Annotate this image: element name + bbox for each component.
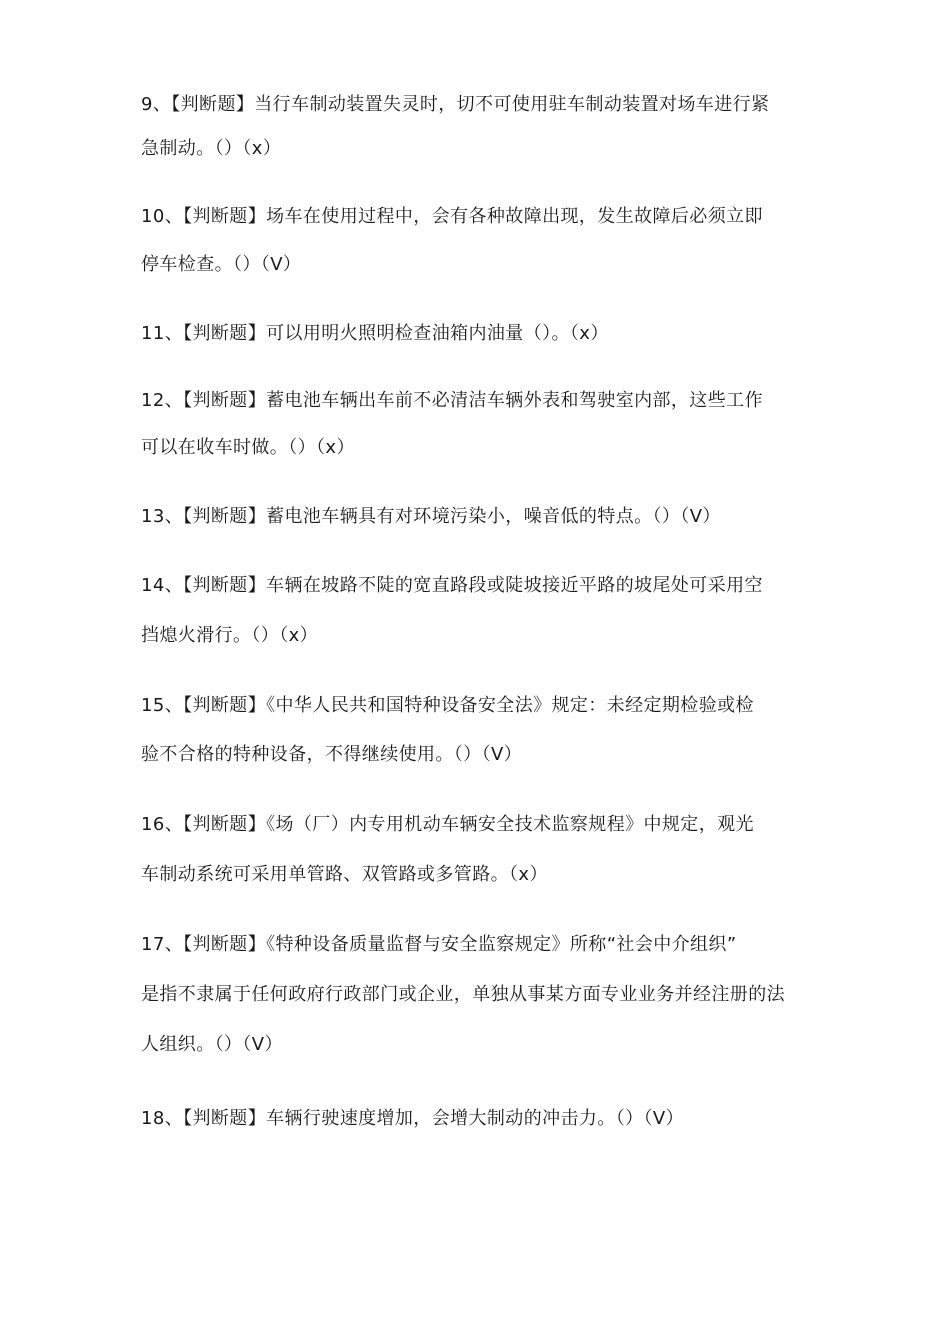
- question-16-line-1: 16、【判断题】《场（厂）内专用机动车辆安全技术监察规程》中规定，观光: [141, 814, 754, 835]
- question-10-line-1: 10、【判断题】场车在使用过程中，会有各种故障出现，发生故障后必须立即: [141, 206, 763, 227]
- question-11-line-1: 11、【判断题】可以用明火照明检查油箱内油量（）。（x）: [141, 323, 609, 344]
- question-9-line-1: 9、【判断题】当行车制动装置失灵时，切不可使用驻车制动装置对场车进行紧: [141, 94, 770, 115]
- question-15-line-2: 验不合格的特种设备，不得继续使用。（）（V）: [141, 744, 523, 765]
- question-14-line-2: 挡熄火滑行。（）（x）: [141, 625, 319, 646]
- question-10-line-2: 停车检查。（）（V）: [141, 254, 302, 275]
- question-9-line-2: 急制动。（）（x）: [141, 138, 282, 159]
- question-14-line-1: 14、【判断题】车辆在坡路不陡的宽直路段或陡坡接近平路的坡尾处可采用空: [141, 575, 763, 596]
- question-12-line-1: 12、【判断题】蓄电池车辆出车前不必清洁车辆外表和驾驶室内部，这些工作: [141, 390, 763, 411]
- question-17-line-2: 是指不隶属于任何政府行政部门或企业，单独从事某方面专业业务并经注册的法: [141, 984, 785, 1005]
- question-17-line-3: 人组织。（）（V）: [141, 1034, 283, 1055]
- question-13-line-1: 13、【判断题】蓄电池车辆具有对环境污染小，噪音低的特点。（）（V）: [141, 506, 721, 527]
- question-15-line-1: 15、【判断题】《中华人民共和国特种设备安全法》规定：未经定期检验或检: [141, 695, 754, 716]
- question-18-line-1: 18、【判断题】车辆行驶速度增加，会增大制动的冲击力。（）（V）: [141, 1108, 685, 1129]
- question-17-line-1: 17、【判断题】《特种设备质量监督与安全监察规定》所称“社会中介组织”: [141, 934, 737, 955]
- question-12-line-2: 可以在收车时做。（）（x）: [141, 437, 355, 458]
- question-16-line-2: 车制动系统可采用单管路、双管路或多管路。（x）: [141, 864, 548, 885]
